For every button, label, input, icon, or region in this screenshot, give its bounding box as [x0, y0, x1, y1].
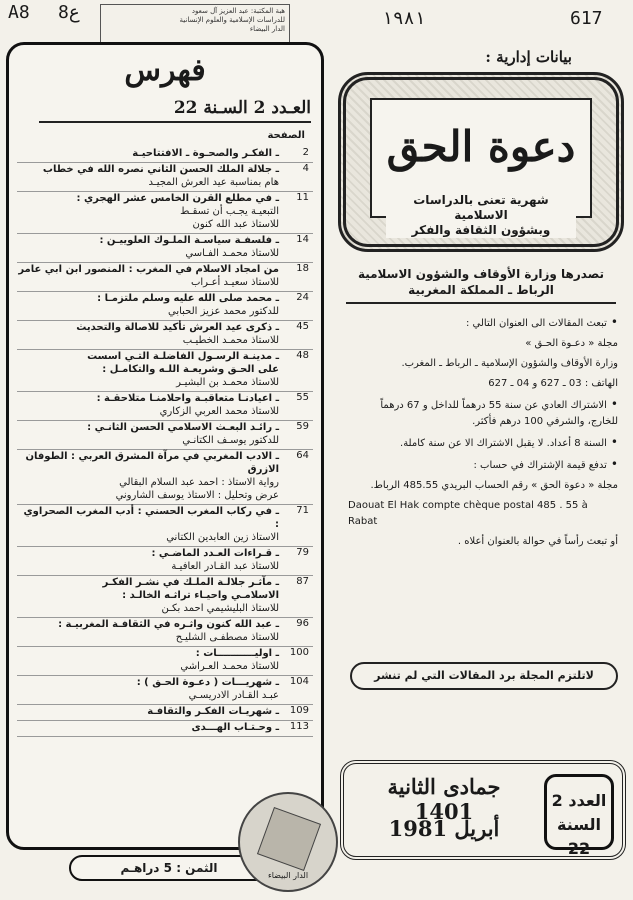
admin-info	[348, 314, 618, 554]
contents-row[interactable]	[17, 263, 313, 292]
row-page: 55	[296, 392, 309, 403]
row-title: ـ مدينـة الرسـول الفاضلـة التـي اسست	[87, 351, 279, 362]
row-title: ـ مآثـر جلالـة الملـك في نشـر الفكـر	[102, 577, 279, 588]
contents-row[interactable]	[17, 705, 313, 721]
row-page: 87	[296, 576, 309, 587]
stamp-line: للدراسات الإسلامية والعلوم الإنسانية	[179, 16, 285, 24]
row-subtitle: رواية الاستاذ : احمد عبد السلام البقالي	[119, 477, 279, 488]
row-author: للاستاذ محمـد بن البشيـر	[176, 377, 279, 388]
info-item: مجلة « دعـوة الحـق »	[525, 338, 618, 349]
row-page: 96	[296, 618, 309, 629]
library-stamp	[100, 4, 290, 46]
row-subtitle: على الحـق وشريعـة اللـه والتكامـل :	[102, 364, 279, 375]
row-title: ـ قـراءات العـدد الماضـي :	[151, 548, 279, 559]
contents-row[interactable]	[17, 350, 313, 392]
stamp-icon	[257, 807, 321, 871]
publisher	[346, 266, 616, 304]
contents-row[interactable]	[17, 450, 313, 505]
info-item-french: Daouat El Hak compte chèque postal 485 . 55 à Rabat	[348, 500, 588, 527]
row-title: ـ فلسفـة سياسـة الملـوك العلوييـن :	[99, 235, 279, 246]
price-label: الثمن : 5 دراهـم	[69, 855, 269, 881]
row-author: للاستاذ محمد العربي الزكاري	[159, 406, 279, 417]
row-page: 100	[289, 647, 309, 658]
contents-row[interactable]	[17, 392, 313, 421]
row-author: للاستاذ مصطفـى الشليـح	[175, 632, 279, 643]
info-item: أو تبعث رأساً في حوالة بالعنوان أعلاه .	[457, 536, 618, 547]
row-author: للدكتور محمد عزيز الحبابي	[167, 306, 279, 317]
contents-row[interactable]	[17, 576, 313, 618]
row-page: 113	[289, 721, 309, 732]
publisher-line: الرباط ـ المملكة المغربية	[408, 283, 554, 297]
contents-row[interactable]	[17, 321, 313, 350]
row-page: 45	[296, 321, 309, 332]
contents-row[interactable]	[17, 647, 313, 676]
stamp-line: هبة المكتبة: عبد العزيز آل سعود	[191, 7, 285, 15]
row-title: ـ جلالة الملك الحسن الثاني نصره الله في خطاب	[42, 164, 279, 175]
row-subtitle: التبعيـة يجـب أن تسقـط	[180, 206, 279, 217]
info-item: • تبعث المقالات الى العنوان التالي :	[348, 314, 618, 332]
hijri-date: جمادى الثانية 1401	[387, 774, 501, 824]
contents-row[interactable]	[17, 676, 313, 705]
row-author: للاستاذ محمـد الخطيـب	[182, 335, 279, 346]
row-author: للاستاذ عبد الله كنون	[192, 219, 279, 230]
row-page: 4	[302, 163, 309, 174]
row-page: 11	[296, 192, 309, 203]
row-page: 2	[302, 147, 309, 158]
issue-label: العدد 2	[551, 791, 607, 810]
year-label: السنة 22	[556, 815, 601, 858]
row-title: ـ شهريـــات ( دعـوة الحـق ) :	[136, 677, 279, 688]
row-page: 59	[296, 421, 309, 432]
row-author: للاستاذ محمـد الفـاسي	[185, 248, 279, 259]
row-subtitle: الاسلامـي واحيـاء تراثـه الخالـد :	[122, 590, 279, 601]
info-item: • الاشتراك العادي عن سنة 55 درهماً للداخل و 67 درهماً للخارج، والشرفي 100 درهم فأكثر.	[348, 396, 618, 430]
issue-dates-box	[340, 760, 626, 860]
row-author: عرض وتحليل : الاستاذ يوسف الشاروني	[115, 490, 279, 501]
row-page: 14	[296, 234, 309, 245]
contents-row[interactable]	[17, 192, 313, 234]
contents-title: فهرس	[124, 53, 206, 88]
row-author: للاستاذ عبد القـادر العافيـة	[171, 561, 279, 572]
row-title: ـ رائـد البعـث الاسلامي الحسن الثانـي :	[87, 422, 279, 433]
row-page: 24	[296, 292, 309, 303]
info-item: • السنة 8 أعداد. لا يقبل الاشتراك الا عن سنة كاملة.	[348, 434, 618, 452]
admin-label: بيانات إدارية :	[485, 48, 572, 66]
gregorian-date: أبريل 1981	[388, 816, 500, 841]
masthead-sub-line: شهرية تعنى بالدراسات الاسلامية	[413, 193, 549, 222]
row-page: 71	[296, 505, 309, 516]
corner-year: ١٩٨١	[382, 8, 426, 29]
row-author: الاستاذ زين العابدين الكتاني	[166, 532, 279, 543]
notice-banner: لاتلتزم المجلة برد المقالات التي لم تنشر	[350, 662, 618, 690]
row-author: للاستاذ سعيـد أعـراب	[190, 277, 279, 288]
corner-code-left: A8	[8, 2, 30, 23]
info-item: الهاتف : 03 ـ 627 و 04 ـ 627	[488, 378, 618, 389]
seal-label: الدار البيضاء	[267, 871, 309, 880]
masthead-name: دعوة الحق	[386, 122, 576, 171]
contents-row[interactable]	[17, 618, 313, 647]
row-subtitle: هام بمناسبة عيد العرش المجيـد	[148, 177, 279, 188]
row-title: ـ وحـتـاب الهـــدى	[191, 722, 279, 733]
row-page: 48	[296, 350, 309, 361]
contents-list	[17, 147, 313, 737]
row-title: ـ الادب المغربي في مرآة المشرق العربي : الطوفان الازرق	[25, 451, 279, 475]
row-page: 18	[296, 263, 309, 274]
row-page: 64	[296, 450, 309, 461]
info-panel	[338, 42, 624, 742]
row-page: 109	[289, 705, 309, 716]
row-title: ـ في ركاب المغرب الحسني : أدب المغرب الصحراوي :	[23, 506, 279, 530]
postage-stamp-seal	[238, 792, 338, 892]
row-title: من امجاد الاسلام في المغرب : المنصور ابن ابي عامر	[18, 264, 279, 275]
row-title: ـ اوليـــــــــــات :	[195, 648, 279, 659]
row-title: ـ اعيادنـا متعاقبـة واحلامنـا متلاحقـة :	[96, 393, 279, 404]
contents-row[interactable]	[17, 234, 313, 263]
row-title: ـ ذكرى عيد العرش تأكيد للاصالة والتحديث	[76, 322, 279, 333]
masthead-sub-line: وبشؤون الثقافة والفكر	[411, 223, 551, 237]
row-title: ـ شهريـات الفكـر والثقافـة	[147, 706, 279, 717]
row-author: للاستاذ محمـد العـراشي	[180, 661, 279, 672]
stamp-line: الدار البيضاء	[249, 25, 285, 33]
publisher-line: تصدرها وزارة الأوقاف والشؤون الاسلامية	[357, 267, 605, 281]
row-author: عبـد القـادر الادريسـي	[188, 690, 279, 701]
contents-row[interactable]	[17, 721, 313, 737]
contents-row[interactable]	[17, 505, 313, 547]
row-author: للدكتور يوسـف الكتانـي	[182, 435, 279, 446]
corner-number: 617	[570, 8, 603, 29]
row-page: 104	[289, 676, 309, 687]
corner-code: 8ع	[58, 2, 80, 23]
issue-number-box	[544, 774, 614, 858]
info-item: • تدفع قيمة الإشتراك في حساب :	[348, 456, 618, 474]
row-title: ـ الفكـر والصحـوة ـ الافتتاحيـة	[132, 148, 279, 159]
contents-panel	[6, 42, 324, 875]
contents-row[interactable]	[17, 421, 313, 450]
row-title: ـ في مطلع القرن الخامس عشر الهجري :	[76, 193, 279, 204]
contents-issue: العـدد 2 السـنة 22	[39, 98, 311, 123]
row-title: ـ عبد الله كنون واثـره في الثقافـة المغربيـة :	[58, 619, 279, 630]
contents-row[interactable]	[17, 147, 313, 163]
contents-row[interactable]	[17, 163, 313, 192]
contents-row[interactable]	[17, 547, 313, 576]
masthead-subtitle	[386, 193, 576, 238]
page-column-header: الصفحة	[267, 130, 305, 141]
masthead	[338, 72, 624, 252]
info-item: وزارة الأوقاف والشؤون الإسلامية ـ الرباط ـ المغرب.	[401, 358, 618, 369]
contents-row[interactable]	[17, 292, 313, 321]
row-author: للاستاذ البليشيمي احمد بكـن	[161, 603, 279, 614]
row-title: ـ محمد صلى الله عليه وسلم ملتزمـا :	[97, 293, 279, 304]
info-item: مجلة « دعوة الحق » رقم الحساب البريدي 485.55 الرباط.	[370, 480, 618, 491]
row-page: 79	[296, 547, 309, 558]
